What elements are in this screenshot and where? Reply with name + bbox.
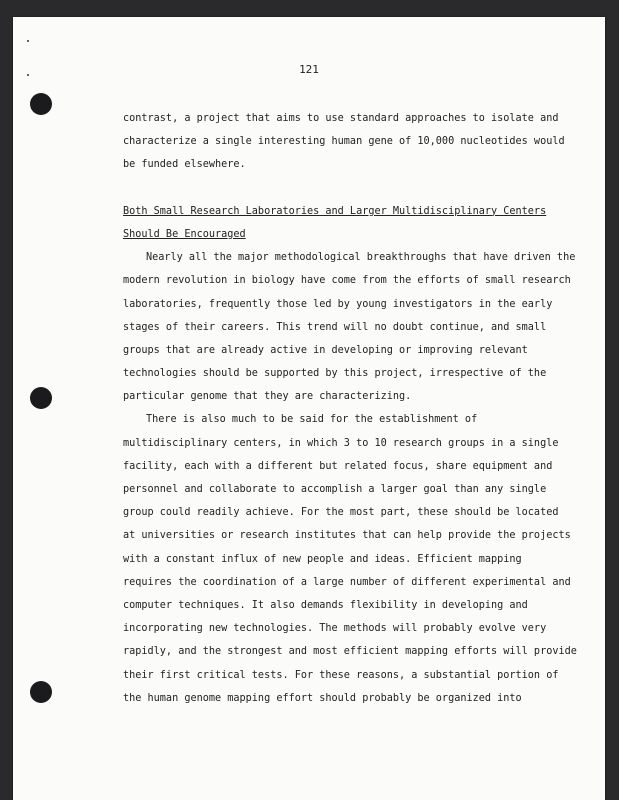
text-line: with a constant influx of new people and ideas. Efficient mapping	[123, 553, 522, 565]
text-line: facility, each with a different but related focus, share equipment and	[123, 460, 553, 472]
paper-speck	[27, 40, 29, 42]
text-line: group could readily achieve. For the most part, these should be located	[123, 507, 559, 519]
text-line: multidisciplinary centers, in which 3 to 10 research groups in a single	[123, 437, 559, 449]
text-line: contrast, a project that aims to use standard approaches to isolate and	[123, 113, 559, 124]
section-heading-line-1: Both Small Research Laboratories and Larger Multidisciplinary Centers	[123, 205, 547, 217]
text-line: incorporating new technologies. The methods will probably evolve very	[123, 623, 547, 635]
blank-line	[123, 177, 563, 200]
text-line: rapidly, and the strongest and most efficient mapping efforts will provide	[123, 646, 577, 658]
binder-hole-bottom	[30, 681, 52, 703]
text-line: stages of their careers. This trend will no doubt continue, and small	[123, 321, 547, 333]
text-line: requires the coordination of a large number of different experimental and	[123, 576, 571, 588]
text-line: technologies should be supported by this project, irrespective of the	[123, 368, 547, 380]
text-line: the human genome mapping effort should probably be organized into	[123, 692, 522, 704]
text-line: laboratories, frequently those led by young investigators in the early	[123, 298, 553, 310]
paragraph-start: Nearly all the major methodological breakthroughs that have driven the	[146, 252, 576, 264]
text-line: be funded elsewhere.	[123, 159, 246, 171]
section-heading-line-2: Should Be Encouraged	[123, 228, 246, 240]
text-line: groups that are already active in developing or improving relevant	[123, 344, 528, 356]
text-line: their first critical tests. For these reasons, a substantial portion of	[123, 669, 559, 681]
binder-hole-top	[30, 93, 52, 115]
body-text	[123, 107, 577, 710]
text-line: personnel and collaborate to accomplish a larger goal than any single	[123, 484, 547, 495]
page-number: 121	[299, 63, 319, 76]
text-line: particular genome that they are characterizing.	[123, 391, 412, 403]
text-line: computer techniques. It also demands flexibility in developing and	[123, 599, 528, 611]
document-page	[13, 17, 605, 800]
text-line: characterize a single interesting human gene of 10,000 nucleotides would	[123, 136, 565, 148]
text-line: at universities or research institutes that can help provide the projects	[123, 530, 571, 542]
binder-hole-middle	[30, 387, 52, 409]
text-line: modern revolution in biology have come from the efforts of small research	[123, 275, 571, 287]
paragraph-start: There is also much to be said for the establishment of	[146, 414, 478, 426]
